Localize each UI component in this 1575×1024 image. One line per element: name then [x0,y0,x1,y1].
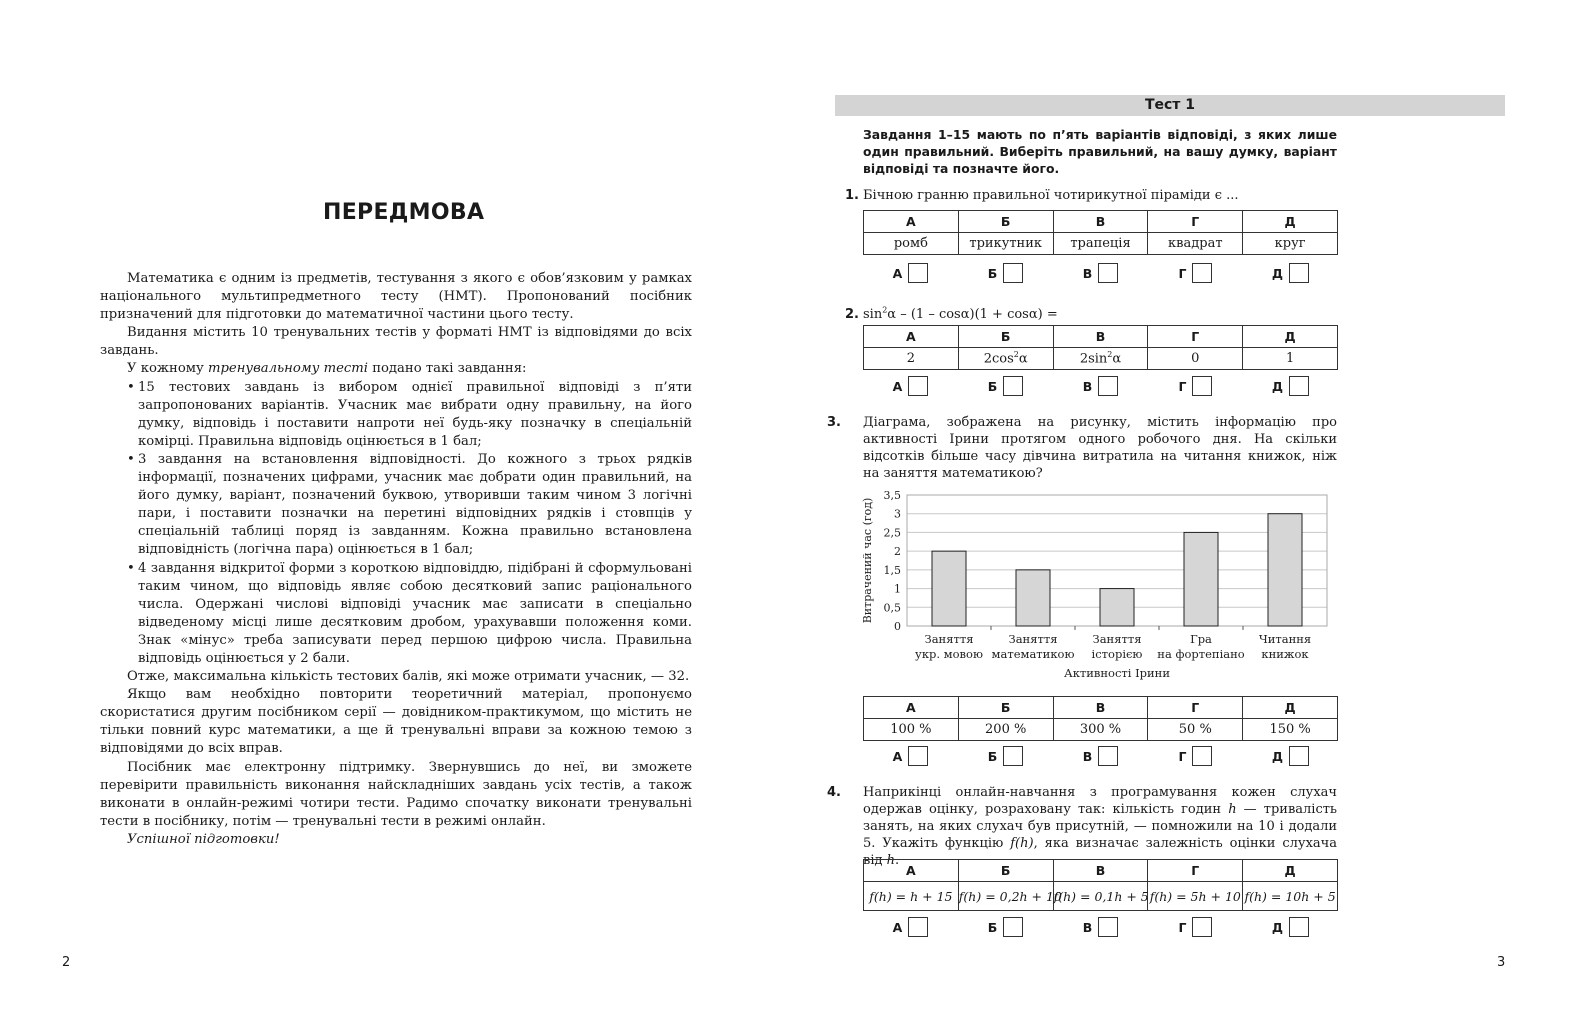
answer-checkbox[interactable] [1098,263,1118,283]
bullet-icon: • [127,451,135,467]
option-value: 200 % [958,719,1053,741]
answer-option [958,375,1053,397]
option-letter: Г [1148,211,1243,233]
question-2 [845,302,1337,323]
q1-options-table [863,210,1338,255]
preface-paragraph: Якщо вам необхідно повторити теоретичний матеріал, пропонуємо скористатися другим посібником серії — довідником-практикумом, що містить не тільки повний курс математики, а ще й тренувальні вправи за кожною темою з відповідями до всіх вправ. [100,687,692,757]
answer-letter: Б [987,265,998,281]
answer-letter: Д [1271,919,1284,935]
answer-checkbox[interactable] [908,917,928,937]
option-value: f(h) = 0,1h + 5 [1053,882,1148,911]
answer-option [1148,916,1243,938]
option-letter: Д [1243,697,1338,719]
answer-checkbox[interactable] [1192,746,1212,766]
answer-option [958,262,1053,284]
formula-part: α [1112,351,1122,367]
page-number: 2 [62,955,71,970]
option-letter: Д [1243,860,1338,882]
bar [1268,514,1302,626]
math-variable: h [886,853,895,868]
question-number: 1. [845,188,859,203]
option-letter: В [1053,211,1148,233]
answer-option [1243,916,1338,938]
preface-body [100,270,692,849]
answer-checkbox[interactable] [1192,263,1212,283]
formula-part: 2cos [983,351,1014,367]
option-value: трапеція [1053,233,1148,255]
x-tick-label: Заняття [924,632,974,646]
answer-option [1243,375,1338,397]
bullet-icon: • [127,379,135,395]
x-tick-label: Гра [1190,632,1212,646]
option-letter: В [1053,860,1148,882]
answer-letter: А [892,378,903,394]
test-title: Тест 1 [835,95,1505,116]
answer-option [958,745,1053,767]
answer-checkbox[interactable] [1098,917,1118,937]
answer-letter: Г [1178,919,1187,935]
list-item [100,451,692,560]
formula-part: α – (1 – cosα)(1 + cosα) = [887,307,1058,323]
option-value: 100 % [864,719,959,741]
answer-option [863,375,958,397]
answer-option [863,262,958,284]
formula-part: α [1018,351,1028,367]
text-run: , яка визначає залежність оцінки слухача від [863,836,1337,868]
x-tick-label: математикою [991,647,1075,661]
q3-options-table [863,696,1338,741]
option-value: 150 % [1243,719,1338,741]
answer-checkbox[interactable] [1289,746,1309,766]
list-item-text: 4 завдання відкритої форми з короткою відповіддю, підібрані й сформульовані таким чином, що відповідь являє собою десятковий запис раціонального числа. Одержані числові відповіді учасник має записати в спеціально відведеному місці лише десятковим дробом, урахувавши положення коми. Знак «мінус» треба записувати перед першою цифрою числа. Правильна відповідь оцінюється у 2 бали. [138,560,692,666]
preface-paragraph: Математика є одним із предметів, тестування з якого є обов’язковим у рамках національного мультипредметного тесту (НМТ). Пропонований посібник призначений для підготовки до математичної частини цього тесту. [100,271,692,323]
preface-paragraph: Отже, максимальна кількість тестових балів, які може отримати учасник, — 32. [127,669,690,685]
left-page [0,0,787,1024]
answer-option [1053,916,1148,938]
answer-checkbox[interactable] [1289,263,1309,283]
answer-letter: Д [1271,748,1284,764]
option-letter: А [864,326,959,348]
option-letter: А [864,860,959,882]
bar [1016,570,1050,626]
list-item-text: 15 тестових завдань із вибором однієї правильної відповіді з п’яти запропонованих варіантів. Учасник має вибрати одну правильну, на його думку, відповідь і поставити напроти неї будь-яку позначку в спеціальній комірці. Правильна відповідь оцінюється в 1 бал; [138,379,692,449]
option-letter: В [1053,326,1148,348]
question-formula [863,307,1058,322]
emphasis-text: тренувальному тесті [207,361,369,377]
text-run: — тривалість занять, на яких слухач був присутній, — помножили на 10 і додали 5. Укажіть функцію [863,802,1337,851]
answer-checkbox[interactable] [1003,376,1023,396]
y-axis-label: Витрачений час (год) [861,497,874,624]
bullet-icon: • [127,560,135,576]
question-1 [845,187,1337,204]
y-tick-label: 1 [894,582,901,596]
instructions: Завдання 1–15 мають по п’ять варіантів відповіді, з яких лише один правильний. Виберіть правильний, на вашу думку, варіант відповіді та позначте його. [863,127,1337,176]
emphasis-text: Успішної підготовки! [127,831,280,847]
option-value: f(h) = h + 15 [864,882,959,911]
answer-letter: А [892,748,903,764]
option-value: квадрат [1148,233,1243,255]
answer-letter: Г [1178,378,1187,394]
answer-letter: В [1082,919,1093,935]
answer-checkbox[interactable] [1192,376,1212,396]
answer-letter: А [892,919,903,935]
math-variable: h [1228,802,1237,817]
option-letter: Б [958,860,1053,882]
option-value: ромб [864,233,959,255]
answer-option [1243,262,1338,284]
answer-checkbox[interactable] [908,746,928,766]
y-tick-label: 1,5 [883,563,901,577]
answer-option [1243,745,1338,767]
option-letter: А [864,211,959,233]
x-tick-label: укр. мовою [915,647,983,661]
formula-part: 2sin [1079,351,1108,367]
q1-answer-row [863,262,1338,284]
answer-option [1148,745,1243,767]
formula-exponent: 2 [882,306,888,315]
option-value: круг [1243,233,1338,255]
formula-part: sin [863,307,883,323]
formula-exponent: 2 [1107,350,1113,360]
option-value: 0 [1148,348,1243,370]
bar [1100,589,1134,626]
y-tick-label: 0 [894,620,901,633]
preface-paragraph: Посібник має електронну підтримку. Звернувшись до неї, ви зможете перевірити правильність виконання найскладніших завдань усіх тестів, а також виконати в онлайн-режимі чотири тести. Радимо спочатку виконати тренувальні тести в посібнику, потім — тренувальні тести в режимі онлайн. [100,759,692,829]
option-value: f(h) = 5h + 10 [1148,882,1243,911]
question-3 [827,414,1337,482]
text-run: Наприкінці онлайн-навчання з програмування кожен слухач одержав оцінку, розраховану так: кількість годин [863,785,1337,817]
option-value: 2 [864,348,959,370]
option-value: 50 % [1148,719,1243,741]
option-letter: Г [1148,326,1243,348]
answer-checkbox[interactable] [1003,917,1023,937]
option-letter: Г [1148,860,1243,882]
x-tick-label: на фортепіано [1157,647,1245,661]
q4-answer-row [863,916,1338,938]
question-text: Діаграма, зображена на рисунку, містить інформацію про активності Ірини протягом одного робочого дня. На скільки відсотків більше часу дівчина витратила на читання книжок, ніж на заняття математикою? [863,415,1337,481]
text-run: подано такі завдання: [368,361,527,377]
q4-options-table [863,859,1338,911]
text-run: . [895,853,900,868]
answer-option [1053,262,1148,284]
question-number: 4. [827,785,841,800]
answer-option [1053,745,1148,767]
question-text [863,785,1337,868]
option-value: 300 % [1053,719,1148,741]
answer-checkbox[interactable] [1003,263,1023,283]
text-run: У кожному [127,361,208,377]
bar [1184,532,1218,626]
answer-checkbox[interactable] [1098,376,1118,396]
list-item [100,560,692,669]
option-value: трикутник [958,233,1053,255]
option-letter: В [1053,697,1148,719]
answer-letter: Г [1178,748,1187,764]
right-page [787,0,1575,1024]
page-number: 3 [1497,955,1506,970]
answer-option [958,916,1053,938]
formula-exponent: 2 [1013,350,1019,360]
y-tick-label: 3 [894,507,901,521]
answer-letter: Б [987,748,998,764]
list-item-text: 3 завдання на встановлення відповідності. До кожного з трьох рядків інформації, позначених цифрами, учасник має добрати один правильний, на його думку, варіант, позначений буквою, утворивши таким чином 3 логічні пари, і поставити позначки на перетині відповідних рядків і стовпців у спеціальній таблиці поряд із завданням. Кожна правильно встановлена відповідність (логічна пара) оцінюється в 1 бал; [138,451,692,558]
preface-paragraph: Видання містить 10 тренувальних тестів у форматі НМТ із відповідями до всіх завдань. [100,325,692,359]
answer-letter: А [892,265,903,281]
list-item [100,379,692,451]
preface-paragraph [100,360,692,378]
answer-letter: Б [987,378,998,394]
answer-letter: Д [1271,265,1284,281]
x-tick-label: Заняття [1008,632,1058,646]
answer-letter: В [1082,378,1093,394]
answer-checkbox[interactable] [1289,376,1309,396]
closing-wish [100,831,692,849]
answer-option [1148,262,1243,284]
option-value [958,348,1053,370]
y-tick-label: 2,5 [883,526,901,540]
bar [932,551,966,626]
answer-option [1053,375,1148,397]
answer-checkbox[interactable] [908,263,928,283]
y-tick-label: 3,5 [883,489,901,502]
option-value: f(h) = 0,2h + 10 [958,882,1053,911]
answer-letter: В [1082,265,1093,281]
answer-letter: В [1082,748,1093,764]
option-value: f(h) = 10h + 5 [1243,882,1338,911]
option-letter: Д [1243,211,1338,233]
question-number: 3. [827,415,841,430]
answer-checkbox[interactable] [1192,917,1212,937]
answer-checkbox[interactable] [1289,917,1309,937]
answer-checkbox[interactable] [1098,746,1118,766]
x-axis-label: Активності Ірини [1063,666,1171,680]
option-letter: Б [958,697,1053,719]
option-letter: Д [1243,326,1338,348]
option-letter: Б [958,211,1053,233]
bar-chart [857,487,1347,687]
answer-letter: Г [1178,265,1187,281]
answer-letter: Б [987,919,998,935]
question-4 [827,784,1337,869]
page-title: ПЕРЕДМОВА [323,200,485,225]
question-number: 2. [845,307,859,323]
question-text: Бічною гранню правильної чотирикутної піраміди є ... [863,188,1239,203]
answer-letter: Д [1271,378,1284,394]
answer-checkbox[interactable] [1003,746,1023,766]
q2-answer-row [863,375,1338,397]
task-types-list [100,379,692,669]
option-letter: А [864,697,959,719]
option-letter: Б [958,326,1053,348]
x-tick-label: Читання [1258,632,1312,646]
y-tick-label: 2 [894,545,901,559]
answer-option [1148,375,1243,397]
option-letter: Г [1148,697,1243,719]
answer-option [863,745,958,767]
option-value: 1 [1243,348,1338,370]
answer-checkbox[interactable] [908,376,928,396]
y-tick-label: 0,5 [883,601,901,615]
answer-option [863,916,958,938]
option-value [1053,348,1148,370]
q2-options-table [863,325,1338,370]
math-variable: f(h) [1010,836,1034,851]
q3-answer-row [863,745,1338,767]
x-tick-label: Заняття [1092,632,1142,646]
x-tick-label: історією [1091,647,1143,661]
x-tick-label: книжок [1261,647,1309,661]
